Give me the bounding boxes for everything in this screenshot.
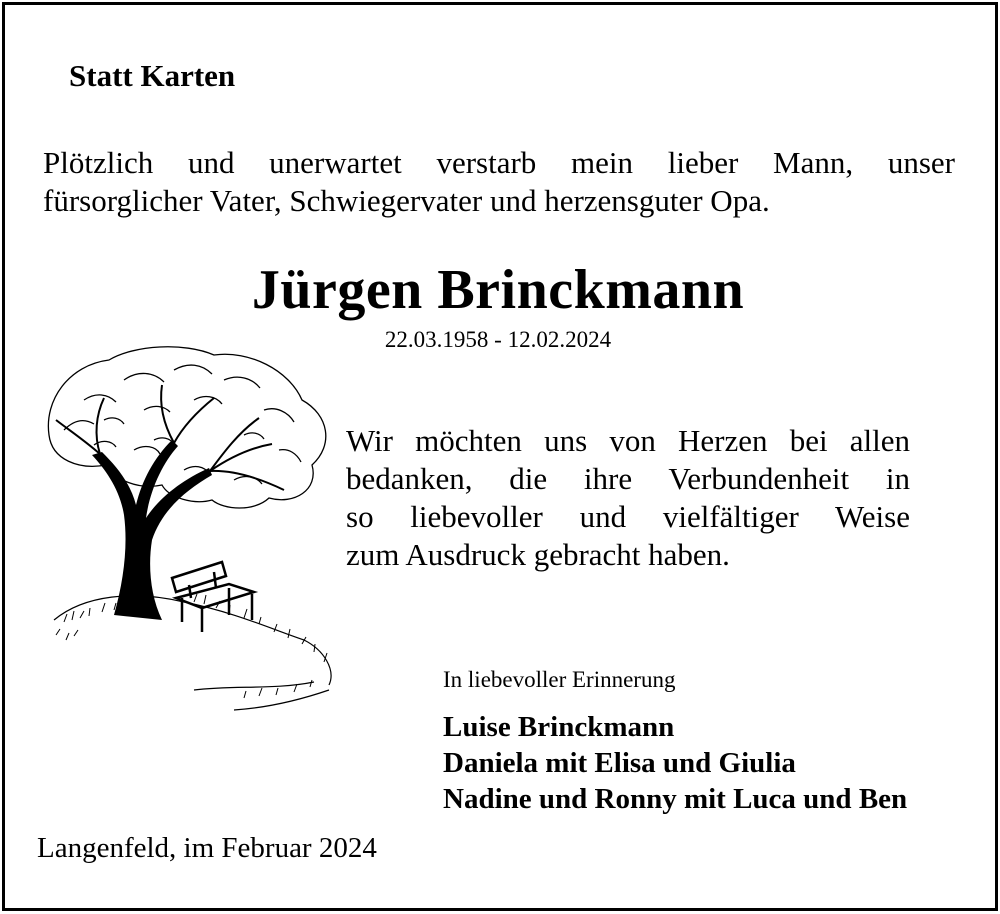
- life-dates: 22.03.1958 - 12.02.2024: [384, 327, 612, 352]
- thanks-line: Wir möchten uns von Herzen bei allen: [346, 423, 910, 458]
- thanks-line: so liebevoller und vielfältiger Weise: [346, 499, 910, 534]
- grass-strokes: [56, 594, 327, 698]
- intro-line: Plötzlich und unerwartet verstarb mein lieber Mann, unser: [43, 145, 955, 180]
- hill-shape: [54, 596, 331, 710]
- intro-text: [43, 144, 955, 220]
- signers-list: [443, 709, 907, 817]
- place-date: Langenfeld, im Februar 2024: [37, 832, 377, 864]
- intro-line: fürsorglicher Vater, Schwiegervater und herzensguter Opa.: [43, 183, 770, 218]
- signer-name: Nadine und Ronny mit Luca und Ben: [443, 783, 908, 815]
- bench-shape: [172, 562, 254, 632]
- tree-with-bench-icon: [44, 340, 339, 720]
- deceased-name: Jürgen Brinckmann: [251, 259, 745, 321]
- thanks-line: bedanken, die ihre Verbundenheit in: [346, 461, 910, 496]
- thanks-text: [346, 422, 910, 574]
- tree-branches: [56, 385, 284, 490]
- memory-line: In liebevoller Erinnerung: [443, 667, 676, 692]
- thanks-line: zum Ausdruck gebracht haben.: [346, 537, 730, 572]
- notice-header: Statt Karten: [69, 58, 236, 93]
- signer-name: Luise Brinckmann: [443, 711, 675, 743]
- signer-name: Daniela mit Elisa und Giulia: [443, 747, 796, 779]
